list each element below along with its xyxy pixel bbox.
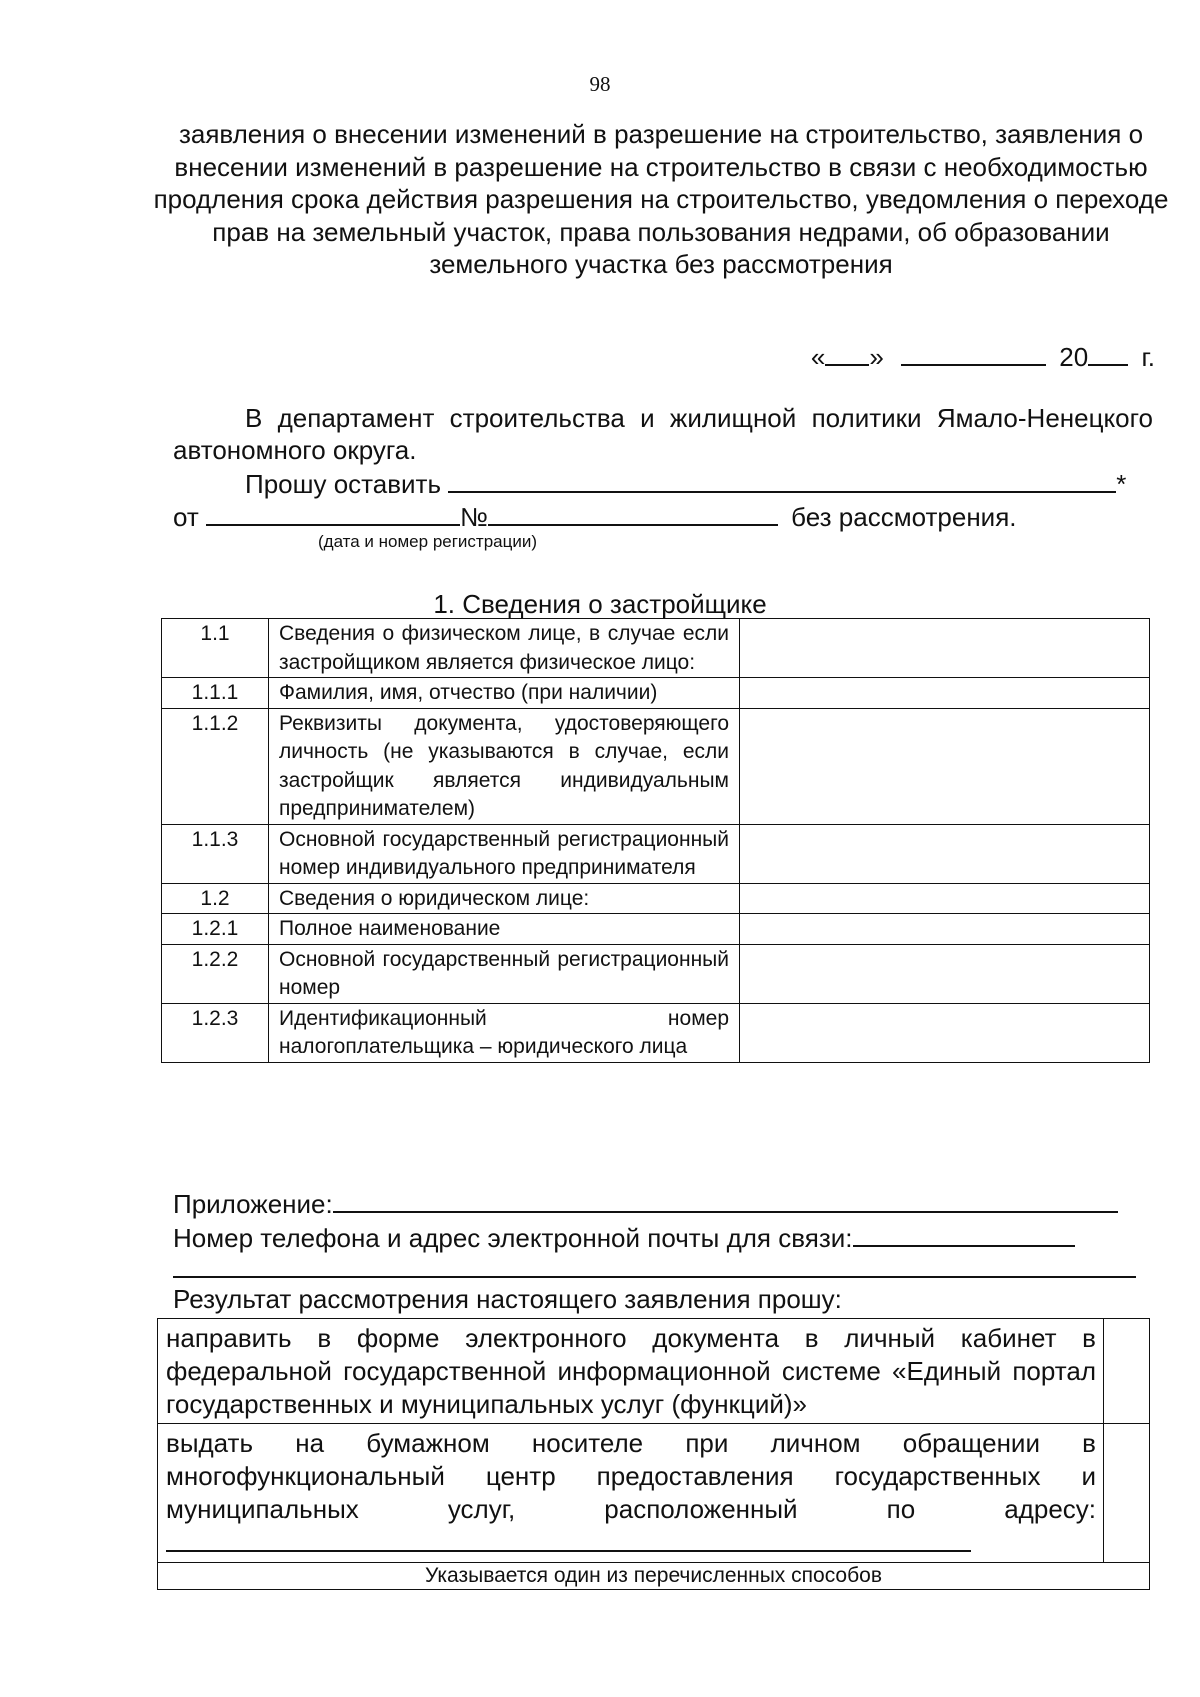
month-field[interactable] <box>901 340 1046 366</box>
result-note: Указывается один из перечисленных способов <box>158 1563 1150 1590</box>
row-value[interactable] <box>740 914 1150 945</box>
contact-line <box>173 1221 1075 1254</box>
addressee: В департамент строительства и жилищной политики Ямало-Ненецкого автономного округа. <box>173 403 1153 465</box>
number-sign: № <box>460 502 488 532</box>
row-number: 1.1.3 <box>162 824 269 883</box>
registration-number-field[interactable] <box>488 500 778 526</box>
row-value[interactable] <box>740 824 1150 883</box>
row-number: 1.1.1 <box>162 678 269 709</box>
table-row <box>162 944 1150 1003</box>
table-row <box>162 708 1150 824</box>
row-label: Идентификационный номер налогоплательщика – юридического лица <box>269 1003 740 1062</box>
row-label: Фамилия, имя, отчество (при наличии) <box>269 678 740 709</box>
table-row <box>158 1563 1150 1590</box>
row-value[interactable] <box>740 1003 1150 1062</box>
row-label: Реквизиты документа, удостоверяющего личность (не указываются в случае, если застройщик является индивидуальным предпринимателем) <box>269 708 740 824</box>
section-title: 1. Сведения о застройщике <box>433 589 767 619</box>
row-value[interactable] <box>740 619 1150 678</box>
address-field[interactable] <box>166 1526 971 1552</box>
contact-continuation <box>173 1252 1136 1285</box>
result-option-paper-mark[interactable] <box>1104 1424 1150 1563</box>
row-number: 1.2 <box>162 883 269 914</box>
row-label: Сведения о юридическом лице: <box>269 883 740 914</box>
contact-field-continuation[interactable] <box>173 1252 1136 1278</box>
request-block <box>173 467 1153 533</box>
row-value[interactable] <box>740 944 1150 1003</box>
row-label: Полное наименование <box>269 914 740 945</box>
result-option-paper-text: выдать на бумажном носителе при личном обращении в многофункциональный центр предоставления государственных и муниципальных услуг, расположенный по адресу: <box>166 1428 1096 1524</box>
date-line <box>811 340 1155 373</box>
result-options-table <box>157 1318 1150 1590</box>
row-number: 1.1.2 <box>162 708 269 824</box>
year-suffix: г. <box>1141 342 1155 372</box>
contact-label: Номер телефона и адрес электронной почты для связи: <box>173 1223 853 1253</box>
result-option-electronic-mark[interactable] <box>1104 1319 1150 1424</box>
contact-field[interactable] <box>853 1221 1075 1247</box>
row-value[interactable] <box>740 708 1150 824</box>
table-row <box>162 883 1150 914</box>
day-field[interactable] <box>825 340 869 366</box>
table-row <box>162 619 1150 678</box>
page-number: 98 <box>589 72 611 96</box>
row-value[interactable] <box>740 678 1150 709</box>
table-row <box>162 824 1150 883</box>
request-subject-field[interactable] <box>448 467 1116 493</box>
date-open-quote: « <box>810 342 826 372</box>
row-label: Сведения о физическом лице, в случае если застройщиком является физическое лицо: <box>269 619 740 678</box>
request-prefix: Прошу оставить <box>245 469 442 499</box>
result-option-paper <box>158 1424 1104 1563</box>
table-row <box>158 1424 1150 1563</box>
date-close-quote: » <box>869 342 884 372</box>
table-row <box>162 678 1150 709</box>
developer-table <box>161 618 1150 1063</box>
row-number: 1.2.3 <box>162 1003 269 1062</box>
row-value[interactable] <box>740 883 1150 914</box>
row-number: 1.1 <box>162 619 269 678</box>
year-field[interactable] <box>1088 340 1128 366</box>
table-row <box>162 914 1150 945</box>
year-prefix: 20 <box>1059 342 1089 372</box>
registration-hint: (дата и номер регистрации) <box>318 532 538 551</box>
row-label: Основной государственный регистрационный номер индивидуального предпринимателя <box>269 824 740 883</box>
table-row <box>162 1003 1150 1062</box>
result-option-electronic: направить в форме электронного документа в личный кабинет в федеральной государственной информационной системе «Единый портал государственных и муниципальных услуг (функций)» <box>158 1319 1104 1424</box>
attachment-label: Приложение: <box>173 1189 333 1219</box>
row-number: 1.2.1 <box>162 914 269 945</box>
attachment-line <box>173 1187 1118 1220</box>
document-title: заявления о внесении изменений в разрешение на строительство, заявления о внесении изменений в разрешение на строительство в связи с необходимостью продления срока действия разрешения на строительство, уведомления о переходе прав на земельный участок, права пользования недрами, об образовании земельного участка без рассмотрения <box>153 119 1169 279</box>
attachment-field[interactable] <box>333 1187 1118 1213</box>
request-asterisk: * <box>1116 469 1127 499</box>
row-number: 1.2.2 <box>162 944 269 1003</box>
table-row <box>158 1319 1150 1424</box>
request-from-label: от <box>173 502 199 532</box>
row-label: Основной государственный регистрационный номер <box>269 944 740 1003</box>
result-label: Результат рассмотрения настоящего заявления прошу: <box>173 1284 842 1314</box>
registration-date-field[interactable] <box>206 500 460 526</box>
request-suffix: без рассмотрения. <box>791 502 1017 532</box>
